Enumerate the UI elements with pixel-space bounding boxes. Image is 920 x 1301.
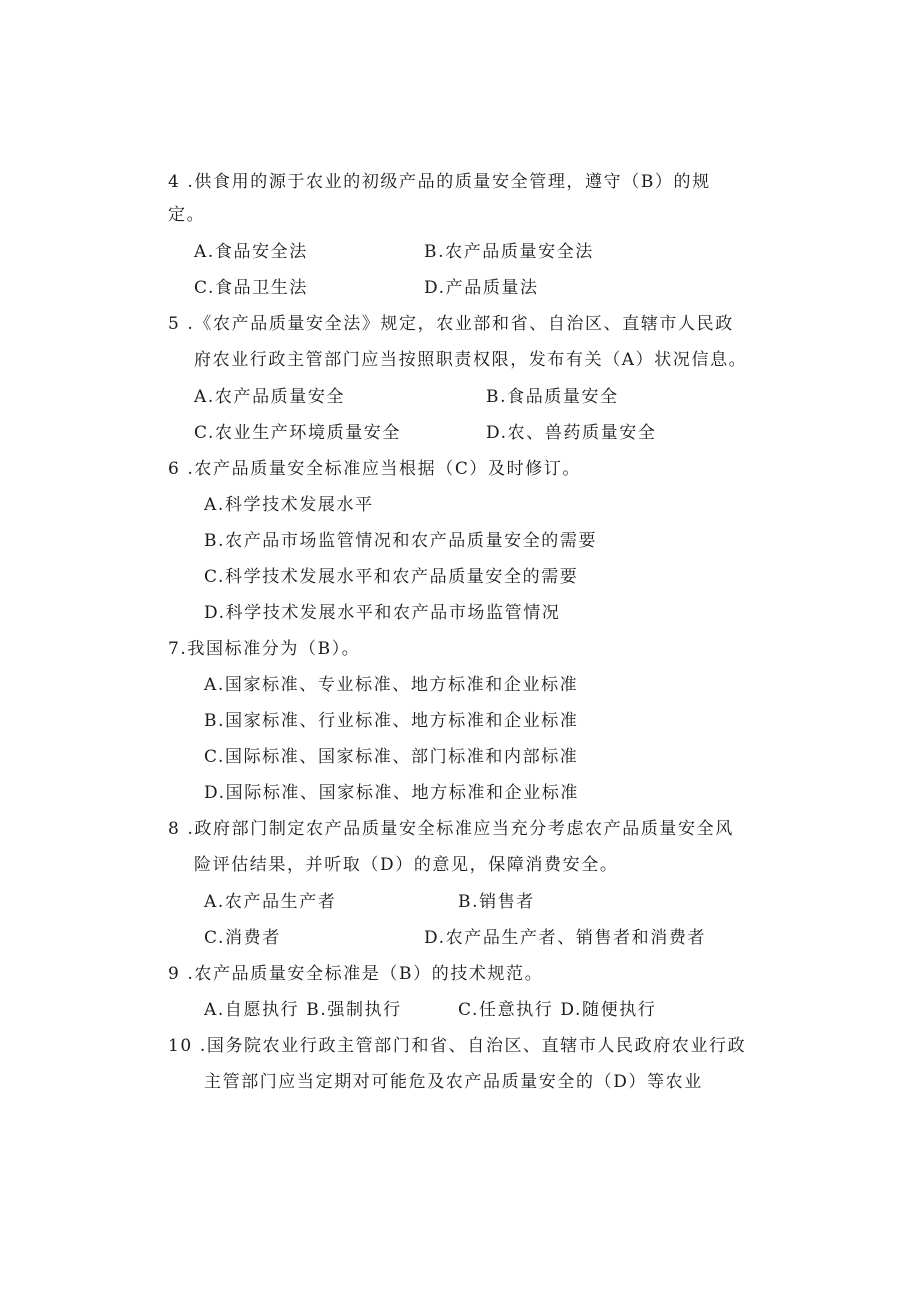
- question-7-option-c: C.国际标准、国家标准、部门标准和内部标准: [204, 747, 579, 767]
- question-4-option-c: C.食品卫生法: [194, 278, 309, 298]
- question-6-option-b: B.农产品市场监管情况和农产品质量安全的需要: [204, 531, 598, 551]
- question-6-line-1: 6 .农产品质量安全标准应当根据（C）及时修订。: [168, 459, 582, 479]
- question-9-line-1: 9 .农产品质量安全标准是（B）的技术规范。: [168, 964, 544, 984]
- question-8-line-1: 8 .政府部门制定农产品质量安全标准应当充分考虑农产品质量安全风: [168, 819, 734, 839]
- question-8-line-2: 险评估结果，并听取（D）的意见，保障消费安全。: [194, 855, 619, 875]
- question-7-option-b: B.国家标准、行业标准、地方标准和企业标准: [204, 711, 579, 731]
- question-8-option-b: B.销售者: [458, 892, 535, 912]
- question-7-line-1: 7.我国标准分为（B）。: [168, 639, 361, 659]
- question-4-option-d: D.产品质量法: [424, 278, 539, 298]
- question-6-option-c: C.科学技术发展水平和农产品质量安全的需要: [204, 567, 579, 587]
- question-4-option-a: A.食品安全法: [194, 242, 308, 262]
- question-10-line-2: 主管部门应当定期对可能危及农产品质量安全的（D）等农业: [204, 1072, 703, 1092]
- question-5-option-b: B.食品质量安全: [486, 387, 619, 407]
- question-5-option-a: A.农产品质量安全: [194, 387, 346, 407]
- question-8-option-a: A.农产品生产者: [204, 892, 337, 912]
- question-9-options-ab: A.自愿执行 B.强制执行: [204, 1000, 402, 1020]
- question-4-line-2: 定。: [168, 205, 206, 225]
- question-6-option-d: D.科学技术发展水平和农产品市场监管情况: [204, 603, 561, 623]
- question-9-options-cd: C.任意执行 D.随便执行: [458, 1000, 657, 1020]
- question-8-option-d: D.农产品生产者、销售者和消费者: [424, 928, 707, 948]
- question-5-option-c: C.农业生产环境质量安全: [194, 423, 402, 443]
- question-8-option-c: C.消费者: [204, 928, 281, 948]
- question-5-line-2: 府农业行政主管部门应当按照职责权限，发布有关（A）状况信息。: [194, 350, 748, 370]
- question-5-line-1: 5 .《农产品质量安全法》规定，农业部和省、自治区、直辖市人民政: [168, 314, 734, 334]
- question-10-line-1: 10 .国务院农业行政主管部门和省、自治区、直辖市人民政府农业行政: [168, 1036, 747, 1056]
- question-7-option-d: D.国际标准、国家标准、地方标准和企业标准: [204, 783, 580, 803]
- question-5-option-d: D.农、兽药质量安全: [486, 423, 657, 443]
- question-6-option-a: A.科学技术发展水平: [204, 495, 374, 515]
- question-4-line-1: 4 .供食用的源于农业的初级产品的质量安全管理，遵守（B）的规: [168, 172, 711, 192]
- question-7-option-a: A.国家标准、专业标准、地方标准和企业标准: [204, 675, 579, 695]
- question-4-option-b: B.农产品质量安全法: [424, 242, 594, 262]
